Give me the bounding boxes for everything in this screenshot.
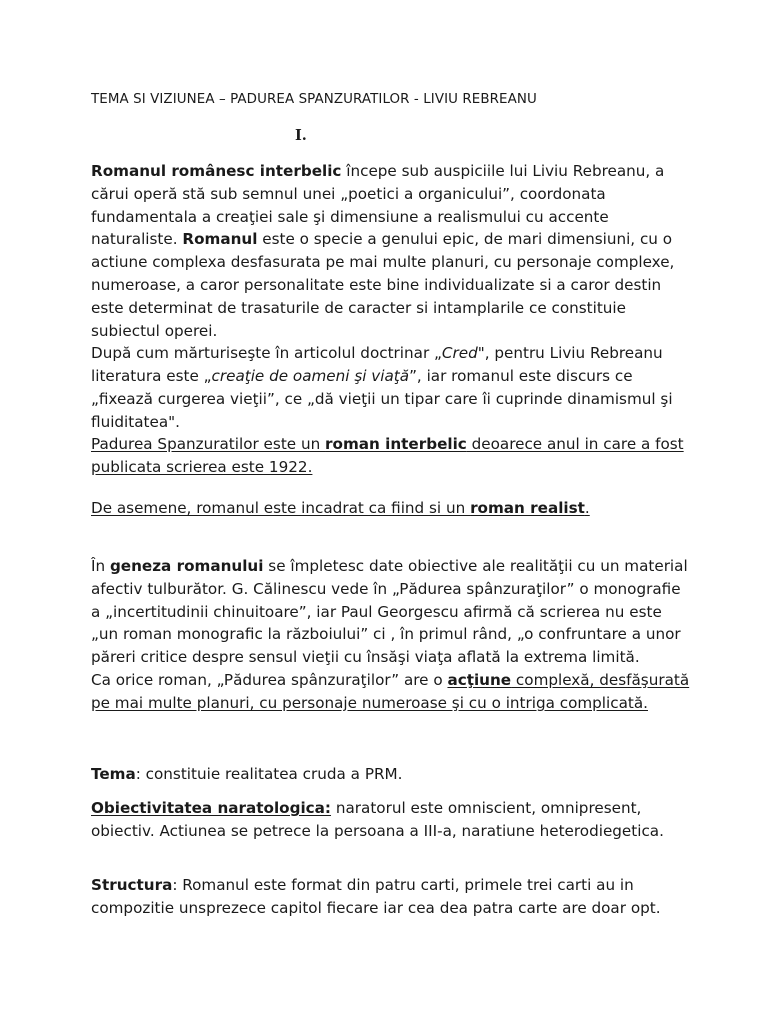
paragraph-interbelic: Padurea Spanzuratilor este un roman interbelic deoarece anul in care a fost publicata scrierea este 1922.	[91, 435, 684, 476]
paragraph-structura: Structura: Romanul este format din patru carti, primele trei carti au in compozitie unsprezece capitol fiecare iar cea dea patra carte are doar opt.	[91, 876, 661, 917]
document-title: TEMA SI VIZIUNEA – PADUREA SPANZURATILOR - LIVIU REBREANU	[91, 92, 537, 107]
bold-term: Obiectivitatea naratologica:	[91, 799, 332, 817]
bold-term: Structura	[91, 876, 173, 894]
paragraph-obiectivitate: Obiectivitatea naratologica: naratorul este omniscient, omnipresent, obiectiv. Actiunea se petrece la persoana a III-a, naratiune heterodiegetica.	[91, 799, 664, 840]
bold-term: Romanul românesc interbelic	[91, 162, 342, 180]
section-numeral: I.	[295, 127, 307, 144]
paragraph-realist: De asemene, romanul este incadrat ca fiind si un roman realist.	[91, 499, 590, 517]
bold-term: acţiune	[447, 670, 512, 689]
paragraph-geneza: În geneza romanului se împletesc date obiective ale realităţii cu un material afectiv tulburător. G. Călinescu vede în „Pădurea spânzuraţilor” o monografie a „incertitudinii chinuitoare”, iar Paul Georgescu afirmă că scrierea nu este „un roman monografic la războiului” ci , în primul rând, „o confruntare a unor păreri critice despre sensul vieţii cu însăşi viaţa aflată la extrema limită. Ca orice roman, „Pădurea spânzuraţilor” are o acţiune complexă, desfăşurată pe mai multe planuri, cu personaje numeroase şi cu o intriga complicată.	[91, 557, 690, 712]
bold-term: Tema	[91, 765, 136, 783]
bold-term: roman realist	[470, 499, 585, 517]
bold-term: roman interbelic	[325, 435, 467, 453]
bold-term: Romanul	[182, 230, 258, 249]
paragraph-intro: Romanul românesc interbelic începe sub auspiciile lui Liviu Rebreanu, a cărui operă stă sub semnul unei „poetici a organicului”, coordonata fundamentala a creaţiei sale şi dimensiune a realismului cu accente naturaliste. Romanul este o specie a genului epic, de mari dimensiuni, cu o actiune complexa desfasurata pe mai multe planuri, cu personaje complexe, numeroase, a caror personalitate este bine individualizate si a caror destin este determinat de trasaturile de caracter si intamplarile ce constituie subiectul operei. După cum mărturiseşte în articolul doctrinar „Cred", pentru Liviu Rebreanu literatura este „creaţie de oameni şi viaţă”, iar romanul este discurs ce „fixează curgerea vieţii”, ce „dă vieţii un tipar care îi cuprinde dinamismul şi fluiditatea".	[91, 162, 675, 431]
paragraph-tema: Tema: constituie realitatea cruda a PRM.	[91, 765, 403, 783]
italic-quote: creaţie de oameni şi viaţă	[211, 367, 410, 386]
underlined-phrase: acţiune complexă, desfăşurată pe mai multe planuri, cu personaje numeroase şi cu o intriga complicată.	[91, 670, 690, 712]
bold-term: geneza romanului	[109, 557, 264, 575]
italic-title: Cred	[441, 344, 478, 363]
